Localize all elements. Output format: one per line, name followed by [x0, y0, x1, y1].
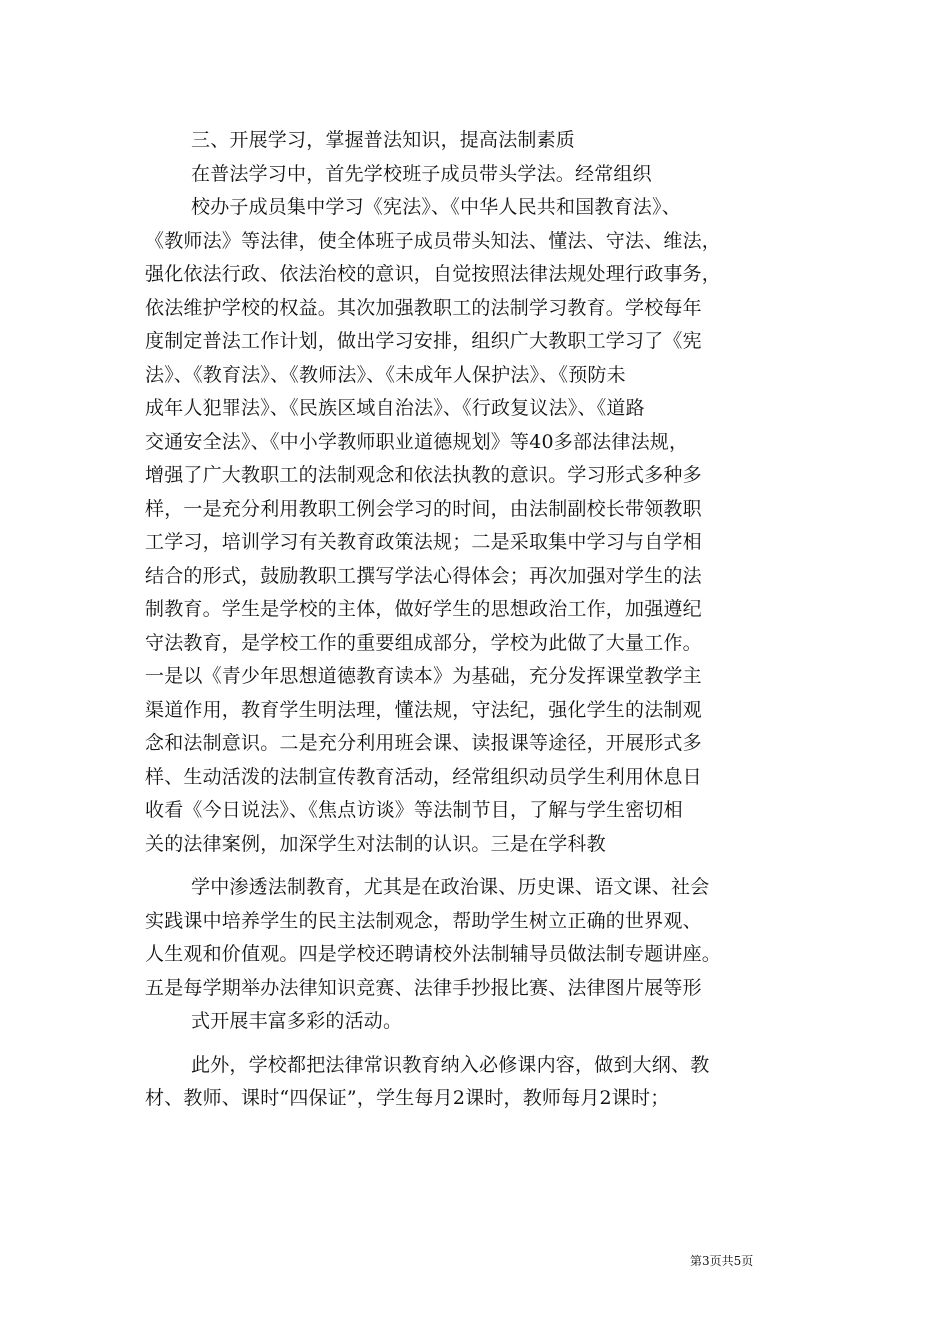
paragraph-line: 念和法制意识。二是充分利用班会课、读报课等途径，开展形式多 [145, 732, 702, 754]
paragraph-line: 强化依法行政、依法治校的意识，自觉按照法律法规处理行政事务， [145, 263, 722, 285]
paragraph-line: 收看《今日说法》、《焦点访谈》等法制节目，了解与学生密切相 [145, 799, 683, 821]
paragraph-line: 守法教育，是学校工作的重要组成部分，学校为此做了大量工作。 [145, 631, 702, 654]
paragraph-line: 样、生动活泼的法制宣传教育活动，经常组织动员学生利用休息日 [145, 765, 702, 788]
paragraph-gap [145, 861, 813, 871]
paragraph-line: 在普法学习中，首先学校班子成员带头学法。经常组织 [191, 162, 652, 185]
document-body [145, 124, 813, 1116]
paragraph-line: 学中渗透法制教育，尤其是在政治课、历史课、语文课、社会 [191, 876, 710, 898]
paragraph-line: 样，一是充分利用教职工例会学习的时间，由法制副校长带领教职 [145, 497, 702, 520]
paragraph-line: 度制定普法工作计划，做出学习安排，组织广大教职工学习了《宪 [145, 330, 702, 352]
paragraph-line: 一是以《青少年思想道德教育读本》为基础，充分发挥课堂教学主 [145, 665, 702, 687]
paragraph-line: 结合的形式，鼓励教职工撰写学法心得体会；再次加强对学生的法 [145, 564, 702, 587]
page-number: 第3页共5页 [690, 1254, 754, 1268]
paragraph-line: 材、教师、课时“四保证”，学生每月2课时，教师每月2课时； [145, 1087, 670, 1109]
paragraph-line: 渠道作用，教育学生明法理，懂法规，守法纪，强化学生的法制观 [145, 698, 702, 721]
paragraph-line: 依法维护学校的权益。其次加强教职工的法制学习教育。学校每年 [145, 296, 702, 319]
paragraph-line: 此外，学校都把法律常识教育纳入必修课内容，做到大纲、教 [191, 1053, 710, 1076]
paragraph-line: 制教育。学生是学校的主体，做好学生的思想政治工作，加强遵纪 [145, 598, 702, 620]
paragraph-line: 法》、《教育法》、《教师法》、《未成年人保护法》、《预防未 [145, 363, 626, 386]
paragraph-line: 关的法律案例，加深学生对法制的认识。三是在学科教 [145, 832, 606, 855]
paragraph-line: 式开展丰富多彩的活动。 [191, 1010, 403, 1032]
paragraph-line: 成年人犯罪法》、《民族区域自治法》、《行政复议法》、《道路 [145, 397, 645, 419]
paragraph-line: 校办子成员集中学习《宪法》、《中华人民共和国教育法》、 [191, 196, 681, 218]
paragraph-line: 五是每学期举办法律知识竞赛、法律手抄报比赛、法律图片展等形 [145, 976, 702, 999]
paragraph-line: 人生观和价值观。四是学校还聘请校外法制辅导员做法制专题讲座。 [145, 943, 722, 965]
paragraph-line: 实践课中培养学生的民主法制观念，帮助学生树立正确的世界观、 [145, 909, 702, 932]
paragraph-line: 交通安全法》、《中小学教师职业道德规划》等40多部法律法规， [145, 430, 689, 453]
paragraph-line: 《教师法》等法律，使全体班子成员带头知法、懂法、守法、维法， [145, 229, 722, 252]
paragraph-line: 增强了广大教职工的法制观念和依法执教的意识。学习形式多种多 [145, 464, 702, 486]
paragraph-line: 工学习，培训学习有关教育政策法规；二是采取集中学习与自学相 [145, 531, 702, 553]
paragraph-gap [145, 1039, 813, 1049]
section-heading: 三、开展学习，掌握普法知识，提高法制素质 [191, 129, 576, 151]
